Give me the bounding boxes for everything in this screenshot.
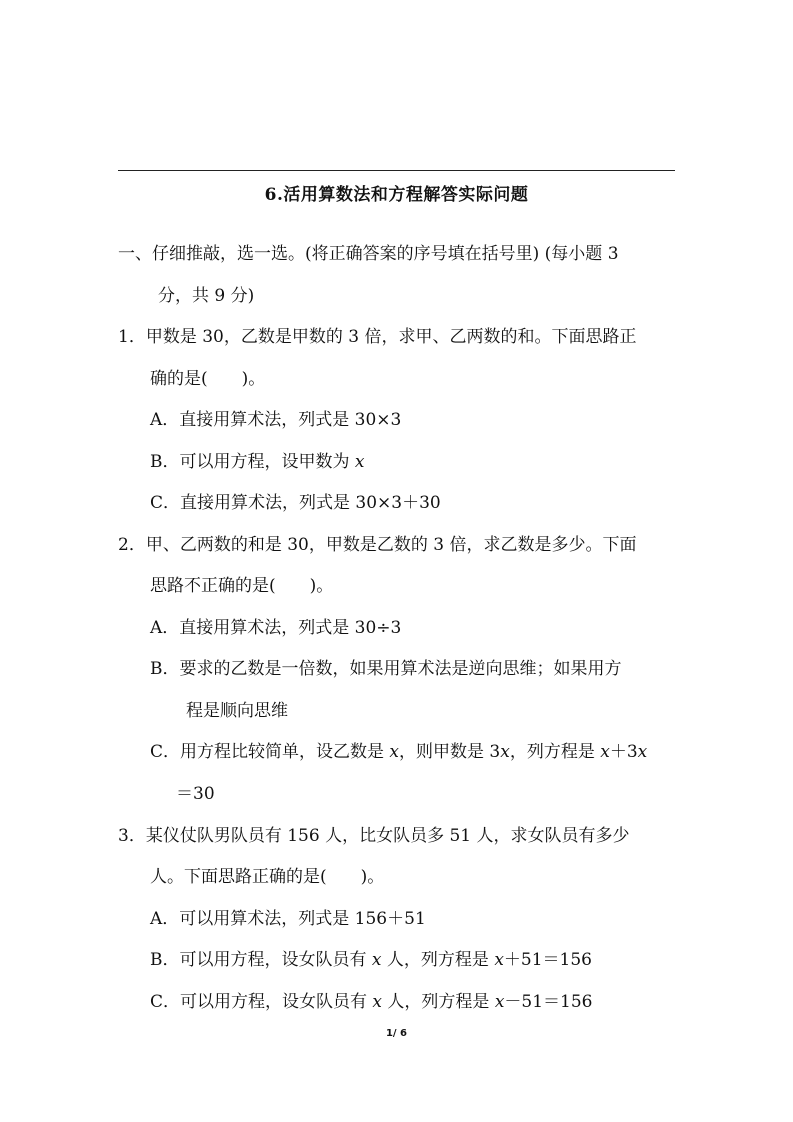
q2-option-b: B．要求的乙数是一倍数，如果用算术法是逆向思维；如果用方 bbox=[150, 659, 622, 679]
q3-option-b: B．可以用方程，设女队员有 x 人，列方程是 x＋51＝156 bbox=[150, 950, 592, 970]
question-3-cont: 人。下面思路正确的是( )。 bbox=[150, 867, 385, 887]
question-2-cont: 思路不正确的是( )。 bbox=[150, 576, 334, 596]
page-number: 1/ 6 bbox=[385, 1028, 408, 1039]
q1-option-b: B．可以用方程，设甲数为 x bbox=[150, 452, 365, 472]
section-instruction: 一、仔细推敲，选一选。(将正确答案的序号填在括号里) (每小题 3 bbox=[118, 244, 619, 264]
header-rule bbox=[118, 170, 675, 171]
question-3: 3．某仪仗队男队员有 156 人，比女队员多 51 人，求女队员有多少 bbox=[118, 826, 630, 846]
q3-option-a: A．可以用算术法，列式是 156＋51 bbox=[150, 909, 426, 929]
question-2: 2．甲、乙两数的和是 30，甲数是乙数的 3 倍，求乙数是多少。下面 bbox=[118, 535, 637, 555]
q1-option-c: C．直接用算术法，列式是 30×3＋30 bbox=[150, 493, 441, 513]
question-1-cont: 确的是( )。 bbox=[150, 369, 266, 389]
q2-option-c-cont: ＝30 bbox=[176, 784, 215, 804]
question-1: 1．甲数是 30，乙数是甲数的 3 倍，求甲、乙两数的和。下面思路正 bbox=[118, 327, 637, 347]
section-instruction-cont: 分，共 9 分) bbox=[158, 286, 255, 306]
page-title: 6.活用算数法和方程解答实际问题 bbox=[264, 185, 529, 205]
q2-option-a: A．直接用算术法，列式是 30÷3 bbox=[150, 618, 402, 638]
q2-option-b-cont: 程是顺向思维 bbox=[186, 701, 288, 721]
q3-option-c: C．可以用方程，设女队员有 x 人，列方程是 x－51＝156 bbox=[150, 992, 593, 1012]
q1-option-a: A．直接用算术法，列式是 30×3 bbox=[150, 410, 402, 430]
q2-option-c: C．用方程比较简单，设乙数是 x，则甲数是 3x，列方程是 x＋3x bbox=[150, 742, 648, 762]
